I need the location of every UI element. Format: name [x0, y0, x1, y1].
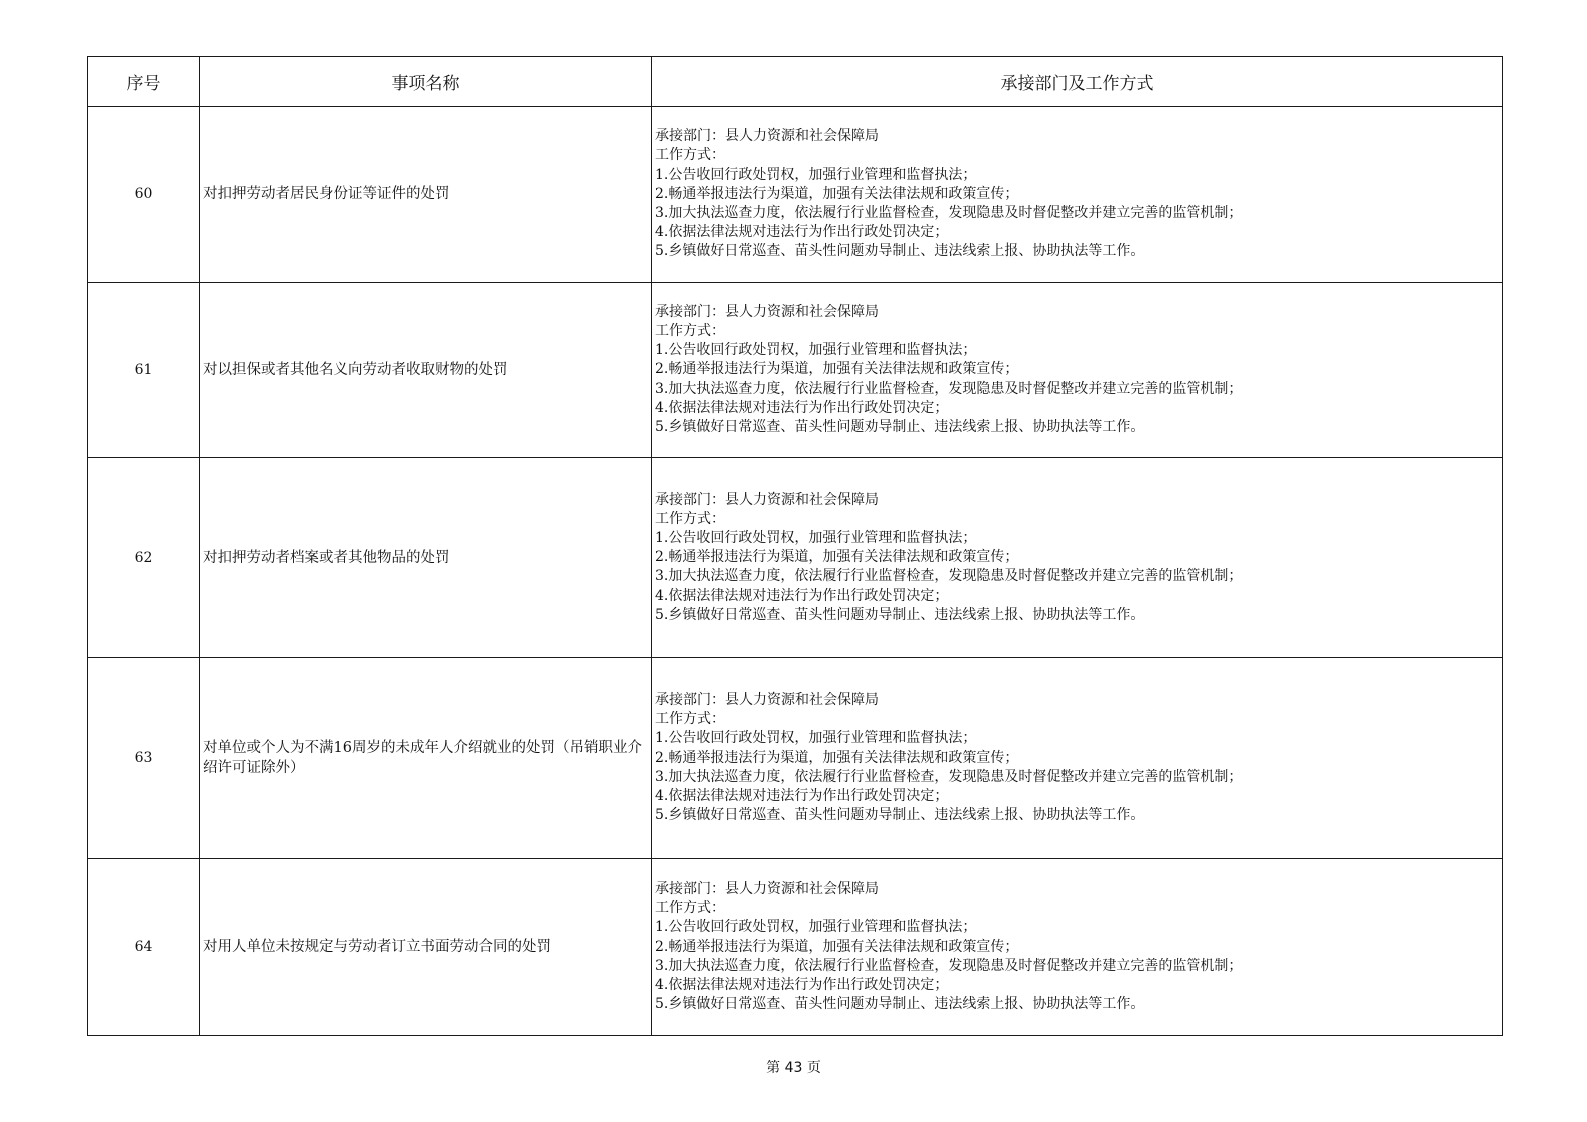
dept-line: 工作方式： [655, 322, 725, 339]
dept-line: 3.加大执法巡查力度，依法履行行业监督检查，发现隐患及时督促整改并建立完善的监管机制； [655, 204, 1243, 221]
dept-line: 3.加大执法巡查力度，依法履行行业监督检查，发现隐患及时督促整改并建立完善的监管机制； [655, 768, 1243, 785]
dept-line: 4.依据法律法规对违法行为作出行政处罚决定； [655, 224, 949, 241]
dept-line: 承接部门：县人力资源和社会保障局 [655, 303, 879, 320]
dept-line: 5.乡镇做好日常巡查、苗头性问题劝导制止、违法线索上报、协助执法等工作。 [655, 996, 1145, 1013]
table-row [88, 282, 1503, 458]
dept-line: 4.依据法律法规对违法行为作出行政处罚决定； [655, 587, 949, 604]
dept-line: 2.畅通举报违法行为渠道，加强有关法律法规和政策宣传； [655, 938, 1019, 955]
row-seq: 63 [88, 658, 200, 859]
dept-line: 承接部门：县人力资源和社会保障局 [655, 491, 879, 508]
row-dept [652, 458, 1503, 658]
dept-line: 承接部门：县人力资源和社会保障局 [655, 692, 879, 709]
matters-table [87, 56, 1503, 1036]
row-name: 对单位或个人为不满16周岁的未成年人介绍就业的处罚（吊销职业介绍许可证除外） [200, 658, 652, 859]
dept-line: 工作方式： [655, 147, 725, 164]
dept-line: 工作方式： [655, 900, 725, 917]
row-dept [652, 859, 1503, 1036]
table-header [88, 57, 1503, 107]
dept-line: 1.公告收回行政处罚权，加强行业管理和监督执法； [655, 342, 977, 359]
row-name: 对用人单位未按规定与劳动者订立书面劳动合同的处罚 [200, 859, 652, 1036]
row-dept [652, 107, 1503, 283]
dept-line: 4.依据法律法规对违法行为作出行政处罚决定； [655, 976, 949, 993]
row-name: 对扣押劳动者档案或者其他物品的处罚 [200, 458, 652, 658]
dept-line: 承接部门：县人力资源和社会保障局 [655, 880, 879, 897]
header-name: 事项名称 [200, 57, 652, 107]
row-seq: 62 [88, 458, 200, 658]
dept-line: 3.加大执法巡查力度，依法履行行业监督检查，发现隐患及时督促整改并建立完善的监管机制； [655, 568, 1243, 585]
row-seq: 64 [88, 859, 200, 1036]
table-row [88, 458, 1503, 658]
dept-line: 4.依据法律法规对违法行为作出行政处罚决定； [655, 399, 949, 416]
table-row [88, 658, 1503, 859]
header-dept: 承接部门及工作方式 [652, 57, 1503, 107]
row-dept [652, 658, 1503, 859]
header-seq: 序号 [88, 57, 200, 107]
row-seq: 60 [88, 107, 200, 283]
dept-line: 1.公告收回行政处罚权，加强行业管理和监督执法； [655, 166, 977, 183]
dept-line: 5.乡镇做好日常巡查、苗头性问题劝导制止、违法线索上报、协助执法等工作。 [655, 418, 1145, 435]
dept-line: 3.加大执法巡查力度，依法履行行业监督检查，发现隐患及时督促整改并建立完善的监管机制； [655, 957, 1243, 974]
row-name: 对扣押劳动者居民身份证等证件的处罚 [200, 107, 652, 283]
dept-line: 2.畅通举报违法行为渠道，加强有关法律法规和政策宣传； [655, 549, 1019, 566]
dept-line: 2.畅通举报违法行为渠道，加强有关法律法规和政策宣传； [655, 361, 1019, 378]
dept-line: 承接部门：县人力资源和社会保障局 [655, 128, 879, 145]
dept-line: 2.畅通举报违法行为渠道，加强有关法律法规和政策宣传； [655, 749, 1019, 766]
dept-line: 工作方式： [655, 711, 725, 728]
header-row [88, 57, 1503, 107]
row-name: 对以担保或者其他名义向劳动者收取财物的处罚 [200, 282, 652, 458]
dept-line: 5.乡镇做好日常巡查、苗头性问题劝导制止、违法线索上报、协助执法等工作。 [655, 807, 1145, 824]
dept-line: 3.加大执法巡查力度，依法履行行业监督检查，发现隐患及时督促整改并建立完善的监管机制； [655, 380, 1243, 397]
page-number: 第 43 页 [766, 1060, 821, 1076]
row-seq: 61 [88, 282, 200, 458]
dept-line: 4.依据法律法规对违法行为作出行政处罚决定； [655, 788, 949, 805]
dept-line: 2.畅通举报违法行为渠道，加强有关法律法规和政策宣传； [655, 185, 1019, 202]
row-dept [652, 282, 1503, 458]
dept-line: 1.公告收回行政处罚权，加强行业管理和监督执法； [655, 919, 977, 936]
dept-line: 5.乡镇做好日常巡查、苗头性问题劝导制止、违法线索上报、协助执法等工作。 [655, 243, 1145, 260]
dept-line: 1.公告收回行政处罚权，加强行业管理和监督执法； [655, 730, 977, 747]
table-body [88, 107, 1503, 1036]
table-row [88, 107, 1503, 283]
dept-line: 工作方式： [655, 510, 725, 527]
dept-line: 5.乡镇做好日常巡查、苗头性问题劝导制止、违法线索上报、协助执法等工作。 [655, 606, 1145, 623]
dept-line: 1.公告收回行政处罚权，加强行业管理和监督执法； [655, 529, 977, 546]
table-row [88, 859, 1503, 1036]
